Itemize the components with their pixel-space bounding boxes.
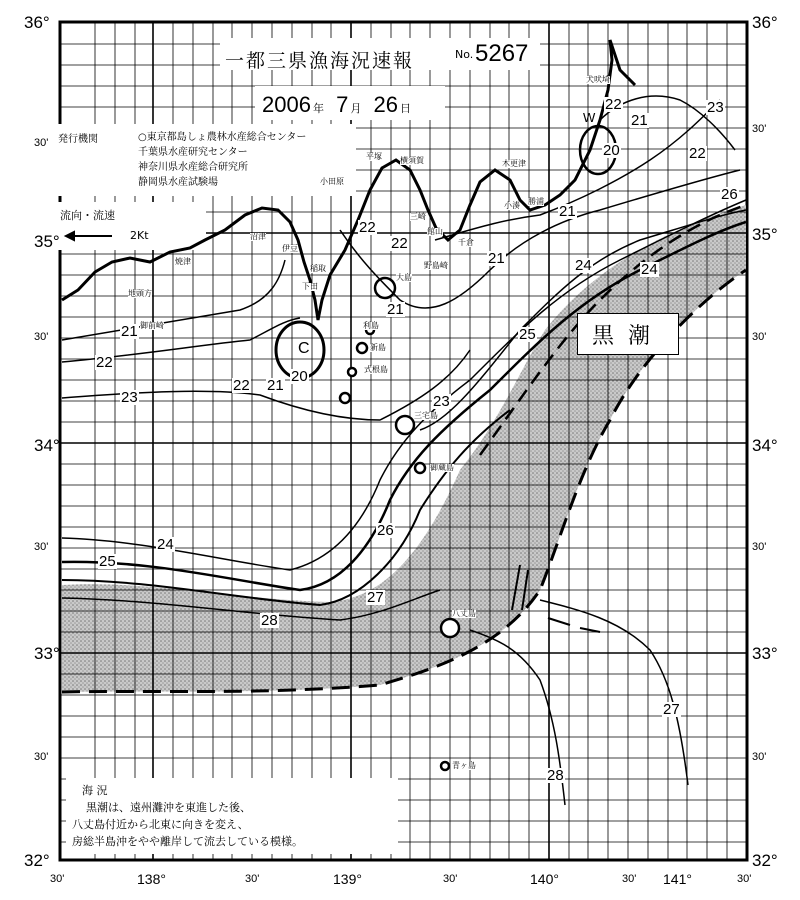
remarks-line: 八丈島付近から北東に向きを変え、 (72, 818, 249, 831)
isotherm-label: 24 (641, 261, 658, 278)
island-miyakejima (396, 416, 414, 434)
issuer-org: ○東京都島しょ農林水産総合センター (138, 132, 307, 143)
lat-label-right: 30' (752, 123, 767, 135)
place-name: 三崎 (410, 212, 426, 221)
lat-label-right: 34° (752, 436, 778, 455)
isotherm-label: 26 (721, 186, 738, 203)
place-name: 勝浦 (528, 197, 544, 206)
isotherm-label: 22 (689, 145, 706, 162)
place-name: 大島 (396, 273, 412, 282)
place-name: 青ヶ島 (452, 761, 476, 770)
lat-label-left: 30' (34, 541, 49, 553)
island-kozushima (340, 393, 350, 403)
isotherm-label: 28 (261, 612, 278, 629)
remarks-line: 黒潮は、遠州灘沖を東進した後、 (86, 801, 251, 814)
island-hachijojima (441, 619, 459, 637)
lat-label-right: 30' (752, 331, 767, 343)
lat-label-right: 33° (752, 644, 778, 663)
isotherm-label: 27 (663, 701, 680, 718)
isotherm-label: 28 (547, 767, 564, 784)
place-name: 新島 (370, 343, 386, 352)
lat-label-right: 32° (752, 851, 778, 870)
place-name: 犬吠埼 (586, 75, 610, 84)
date-month: 7 (336, 92, 349, 117)
remarks-box (66, 778, 398, 854)
isotherm-label: 22 (233, 377, 250, 394)
issuer-org: 静岡県水産試験場 (138, 177, 218, 188)
lat-label-left: 36° (24, 13, 50, 32)
isotherm-label: 22 (96, 354, 113, 371)
issue-number: 5267 (475, 40, 529, 67)
island-niijima (357, 343, 367, 353)
isotherm-label: 25 (99, 553, 116, 570)
lat-label-right: 35° (752, 225, 778, 244)
lon-label: 30' (50, 873, 65, 885)
place-name: 沼津 (250, 232, 266, 241)
issuer-org: 千葉県水産研究センター (138, 147, 248, 158)
remarks-line: 房総半島沖をやや離岸して流去している模様。 (72, 835, 303, 848)
page-title: 一都三県漁海況速報 (225, 50, 415, 72)
place-name: 地頭方 (128, 289, 152, 298)
lat-label-left: 30' (34, 331, 49, 343)
place-name: 御蔵島 (430, 463, 454, 472)
isotherm-label: 22 (391, 235, 408, 252)
island-mikurajima (415, 463, 425, 473)
lat-label-left: 34° (34, 436, 60, 455)
isotherm-label: 22 (359, 219, 376, 236)
isotherm-label: 24 (575, 257, 592, 274)
isotherm-label: 21 (267, 377, 284, 394)
isotherm-label: 21 (121, 323, 138, 340)
isotherm-label: 21 (631, 112, 648, 129)
kuroshio-label: 黒潮 (577, 313, 679, 355)
island-shikinejima (348, 368, 356, 376)
isotherm-label: 21 (488, 250, 505, 267)
warm-water-mark: W (583, 110, 596, 125)
place-name: 木更津 (502, 159, 526, 168)
isotherm-label: 21 (387, 301, 404, 318)
island-aogashima (441, 762, 449, 770)
place-name: 三宅島 (414, 411, 438, 420)
lon-label: 30' (737, 873, 752, 885)
place-name: 式根島 (364, 365, 388, 374)
lon-label: 30' (443, 873, 458, 885)
cold-water-mark: C (298, 340, 310, 357)
place-name: 館山 (427, 227, 443, 236)
lon-label: 141° (663, 871, 692, 887)
island-oshima (375, 278, 395, 298)
isotherm-label: 24 (157, 536, 174, 553)
lat-label-left: 32° (24, 851, 50, 870)
place-name: 利島 (363, 321, 379, 330)
place-name: 小湊 (504, 201, 520, 210)
date-day: 26 (373, 92, 398, 117)
place-name: 下田 (302, 282, 318, 291)
lat-label-right: 30' (752, 541, 767, 553)
lat-label-left: 35° (34, 232, 60, 251)
lat-label-left: 30' (34, 137, 49, 149)
isotherm-label: 23 (707, 99, 724, 116)
date-year: 2006 (262, 92, 311, 117)
lon-label: 30' (622, 873, 637, 885)
isotherm-label: 26 (377, 522, 394, 539)
place-name: 横須賀 (400, 156, 424, 165)
issue-no-label: No. (455, 48, 474, 61)
issuer-org: 神奈川県水産総合研究所 (138, 162, 248, 173)
place-name: 伊豆 (282, 244, 298, 253)
lon-label: 139° (333, 871, 362, 887)
lon-label: 138° (137, 871, 166, 887)
lat-label-left: 30' (34, 751, 49, 763)
place-name: 平塚 (366, 152, 382, 161)
isotherm-label: 20 (603, 142, 620, 159)
isotherm-label: 25 (519, 326, 536, 343)
isotherm-label: 23 (121, 389, 138, 406)
lat-label-right: 30' (752, 751, 767, 763)
issuer-block (58, 130, 307, 188)
place-name: 千倉 (458, 238, 474, 247)
place-name: 焼津 (175, 257, 191, 266)
remarks-heading: 海 況 (82, 784, 108, 797)
place-name: 御前崎 (140, 321, 164, 330)
isotherm-label: 22 (605, 96, 622, 113)
isotherm-label: 23 (433, 393, 450, 410)
issuer-label: 発行機関 (58, 134, 98, 145)
isotherm-label: 20 (291, 368, 308, 385)
isotherm-label: 27 (367, 589, 384, 606)
lon-label: 140° (530, 871, 559, 887)
lon-label: 30' (245, 873, 260, 885)
place-name: 稲取 (310, 264, 326, 273)
lat-label-left: 33° (34, 644, 60, 663)
place-name: 小田原 (320, 177, 344, 186)
lat-label-right: 36° (752, 13, 778, 32)
place-name: 八丈島 (452, 609, 476, 618)
flow-legend-label: 流向・流速 (60, 209, 115, 222)
flow-legend-value: 2Kt (130, 229, 149, 242)
place-name: 野島崎 (424, 261, 448, 270)
isotherm-label: 21 (559, 203, 576, 220)
issue-date: 2006 年 7 月 26 日 (262, 92, 411, 117)
flow-legend (60, 207, 149, 242)
